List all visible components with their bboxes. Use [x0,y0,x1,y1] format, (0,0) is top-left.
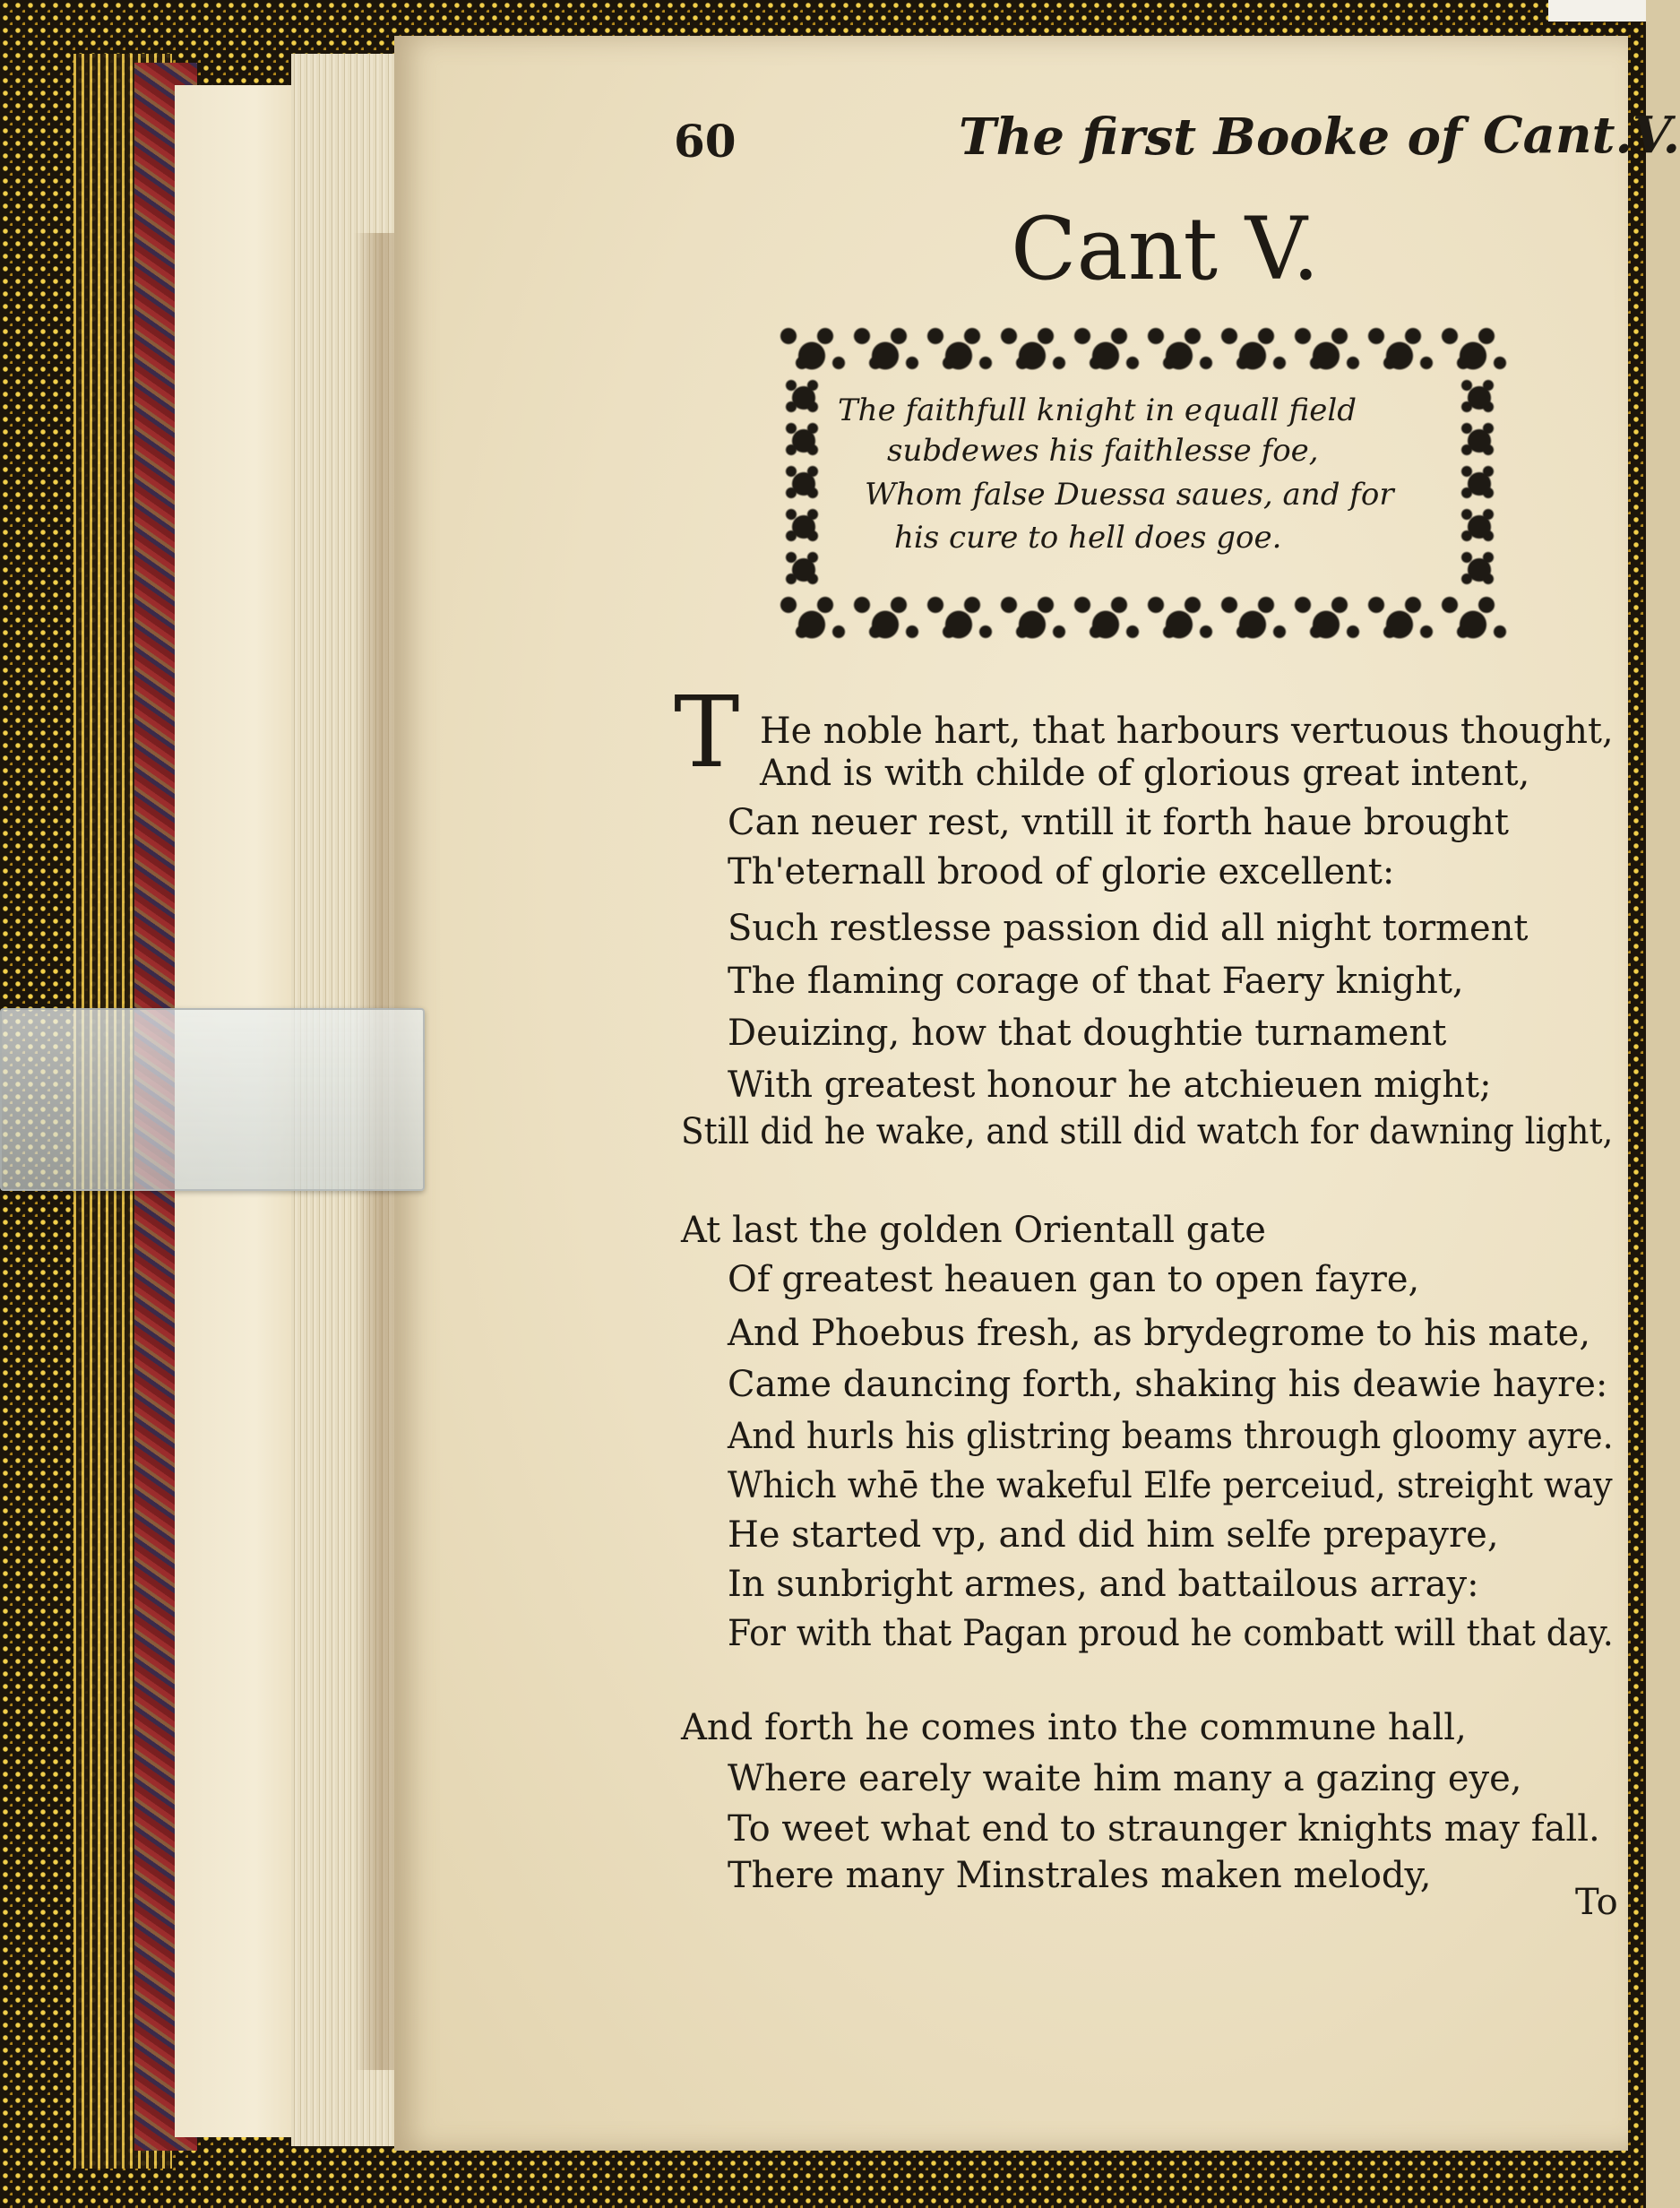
verse-line: Where earely waite him many a gazing eye, [728,1758,1522,1799]
verse-line: And forth he comes into the commune hall, [681,1707,1467,1748]
catchword: To [1575,1882,1618,1923]
argument-line: his cure to hell does goe. [894,520,1282,556]
ornament-side-left [782,376,825,591]
ornament-band-top [775,318,1510,381]
paper-tab [1548,0,1646,22]
verse-line: Deuizing, how that doughtie turnament [728,1013,1447,1054]
verse-line: He noble hart, that harbours vertuous thought, [760,711,1614,752]
running-title: The first Booke of [959,108,1463,167]
verse-line: There many Minstrales maken melody, [728,1855,1432,1896]
ornament-band-bottom [775,587,1510,650]
verse-line: Th'eternall brood of glorie excellent: [728,851,1395,893]
verse-line: Which whē the wakeful Elfe perceiud, streight way [728,1465,1613,1506]
verse-line: And Phoebus fresh, as brydegrome to his mate, [728,1313,1591,1354]
verse-line: Of greatest heauen gan to open fayre, [728,1259,1420,1300]
verse-line: Came dauncing forth, shaking his deawie hayre: [728,1364,1608,1405]
verse-line: With greatest honour he atchieuen might; [728,1065,1492,1106]
canto-heading: Cant V. [1011,199,1320,299]
argument-line: The faithfull knight in equall field [838,392,1357,428]
verse-line: The flaming corage of that Faery knight, [728,961,1464,1002]
ornament-side-right [1458,376,1501,591]
argument-line: Whom false Duessa saues, and for [865,477,1394,513]
running-canto: Cant.V. [1483,106,1680,165]
verse-line: For with that Pagan proud he combatt will that day. [728,1613,1614,1654]
verse-line: Such restlesse passion did all night torment [728,908,1529,949]
drop-cap: T [674,675,740,789]
verse-line: And hurls his glistring beams through gloomy ayre. [728,1416,1614,1457]
verse-line: And is with childe of glorious great intent, [760,753,1530,794]
verse-line: To weet what end to straunger knights may fall. [728,1808,1600,1850]
argument-line: subdewes his faithlesse foe, [887,433,1319,469]
clear-bookmark-strip [0,1008,425,1191]
verse-line: In sunbright armes, and battailous array: [728,1564,1479,1605]
verse-line: Still did he wake, and still did watch for dawning light, [681,1111,1614,1152]
verse-line: At last the golden Orientall gate [681,1210,1266,1251]
verse-line: He started vp, and did him selfe prepayre, [728,1514,1499,1556]
page-number: 60 [674,115,737,168]
verse-line: Can neuer rest, vntill it forth haue brought [728,802,1509,843]
